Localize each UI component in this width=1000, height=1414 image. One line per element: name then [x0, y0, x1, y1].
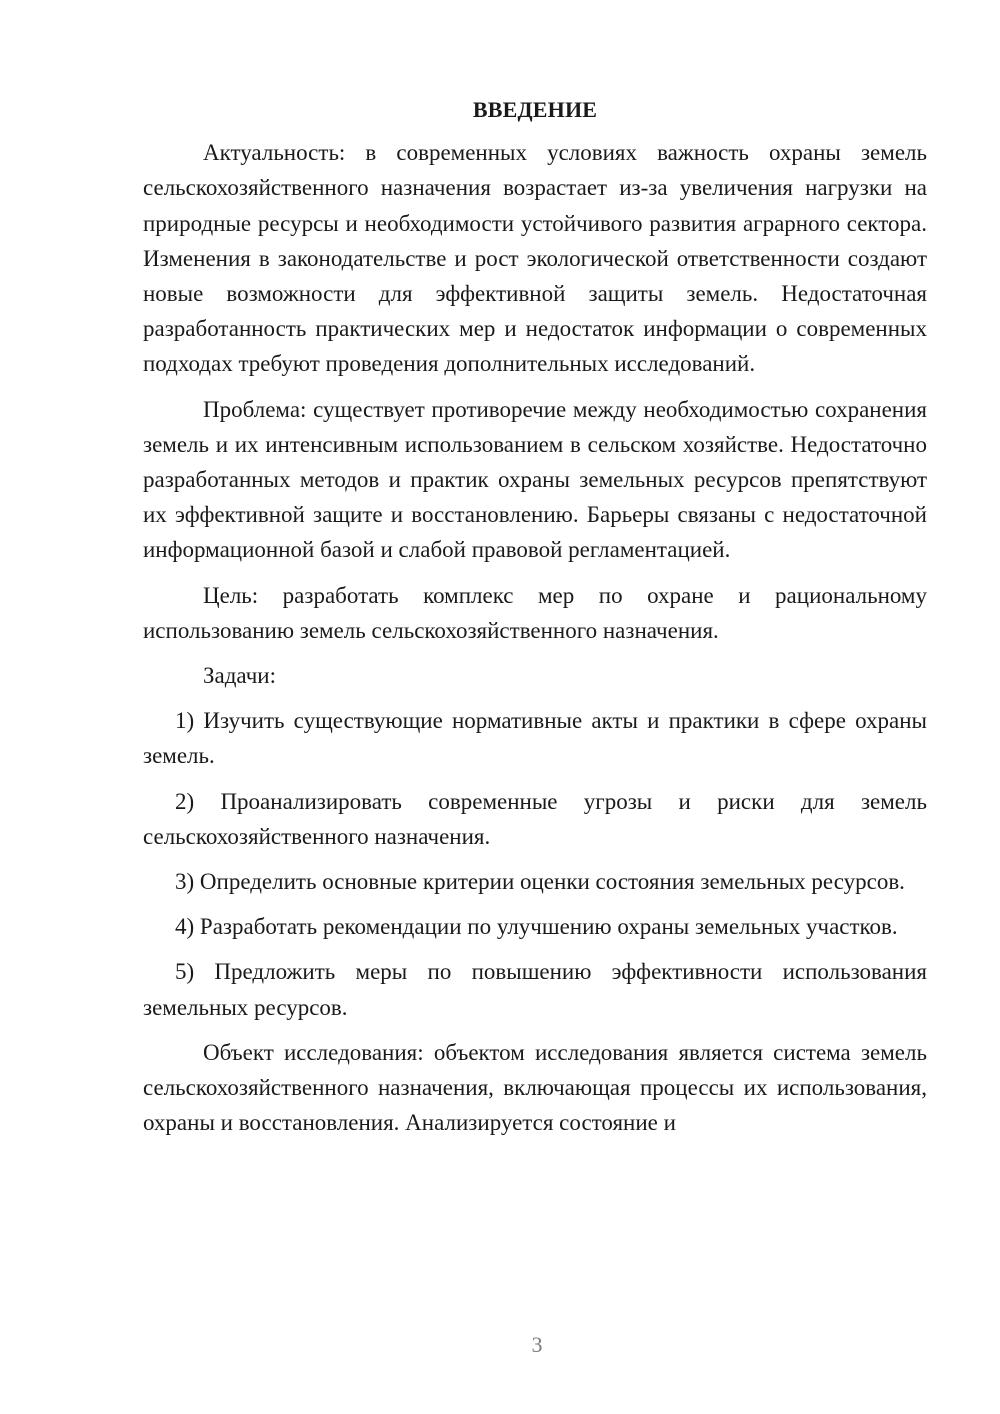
paragraph-problem: Проблема: существует противоречие между необходимостью сохранения земель и их интенсивным использованием в сельском хозяйстве. Недостаточно разработанных методов и практик охраны земельных ресурсов препятствуют их эффективной защите и восстановлению. Барьеры связаны с недостаточной информационной базой и слабой правовой регламентацией. [143, 396, 927, 563]
paragraph-goal: Цель: разработать комплекс мер по охране и рациональному использованию земель сельскохозяйственного назначения. [143, 582, 927, 643]
page-content [143, 92, 927, 1150]
section-heading: ВВЕДЕНИЕ [472, 97, 598, 122]
paragraph-relevance: Актуальность: в современных условиях важность охраны земель сельскохозяйственного назначения возрастает из-за увеличения нагрузки на природные ресурсы и необходимости устойчивого развития аграрного сектора. Изменения в законодательстве и рост экологической ответственности создают новые возможности для эффективной защиты земель. Недостаточная разработанность практических мер и недостаток информации о современных подходах требуют проведения дополнительных исследований. [143, 140, 927, 377]
task-item: 3) Определить основные критерии оценки состояния земельных ресурсов. [175, 869, 905, 895]
task-item: 2) Проанализировать современные угрозы и риски для земель сельскохозяйственного назначения. [143, 788, 927, 849]
tasks-label: Задачи: [203, 663, 276, 689]
task-item: 4) Разработать рекомендации по улучшению охраны земельных участков. [175, 914, 898, 940]
task-item: 5) Предложить меры по повышению эффективности использования земельных ресурсов. [143, 959, 927, 1020]
paragraph-object: Объект исследования: объектом исследования является система земель сельскохозяйственного назначения, включающая процессы их использования, охраны и восстановления. Анализируется состояние и [143, 1039, 927, 1136]
page-number: 3 [531, 1332, 543, 1357]
task-item: 1) Изучить существующие нормативные акты и практики в сфере охраны земель. [143, 708, 927, 769]
